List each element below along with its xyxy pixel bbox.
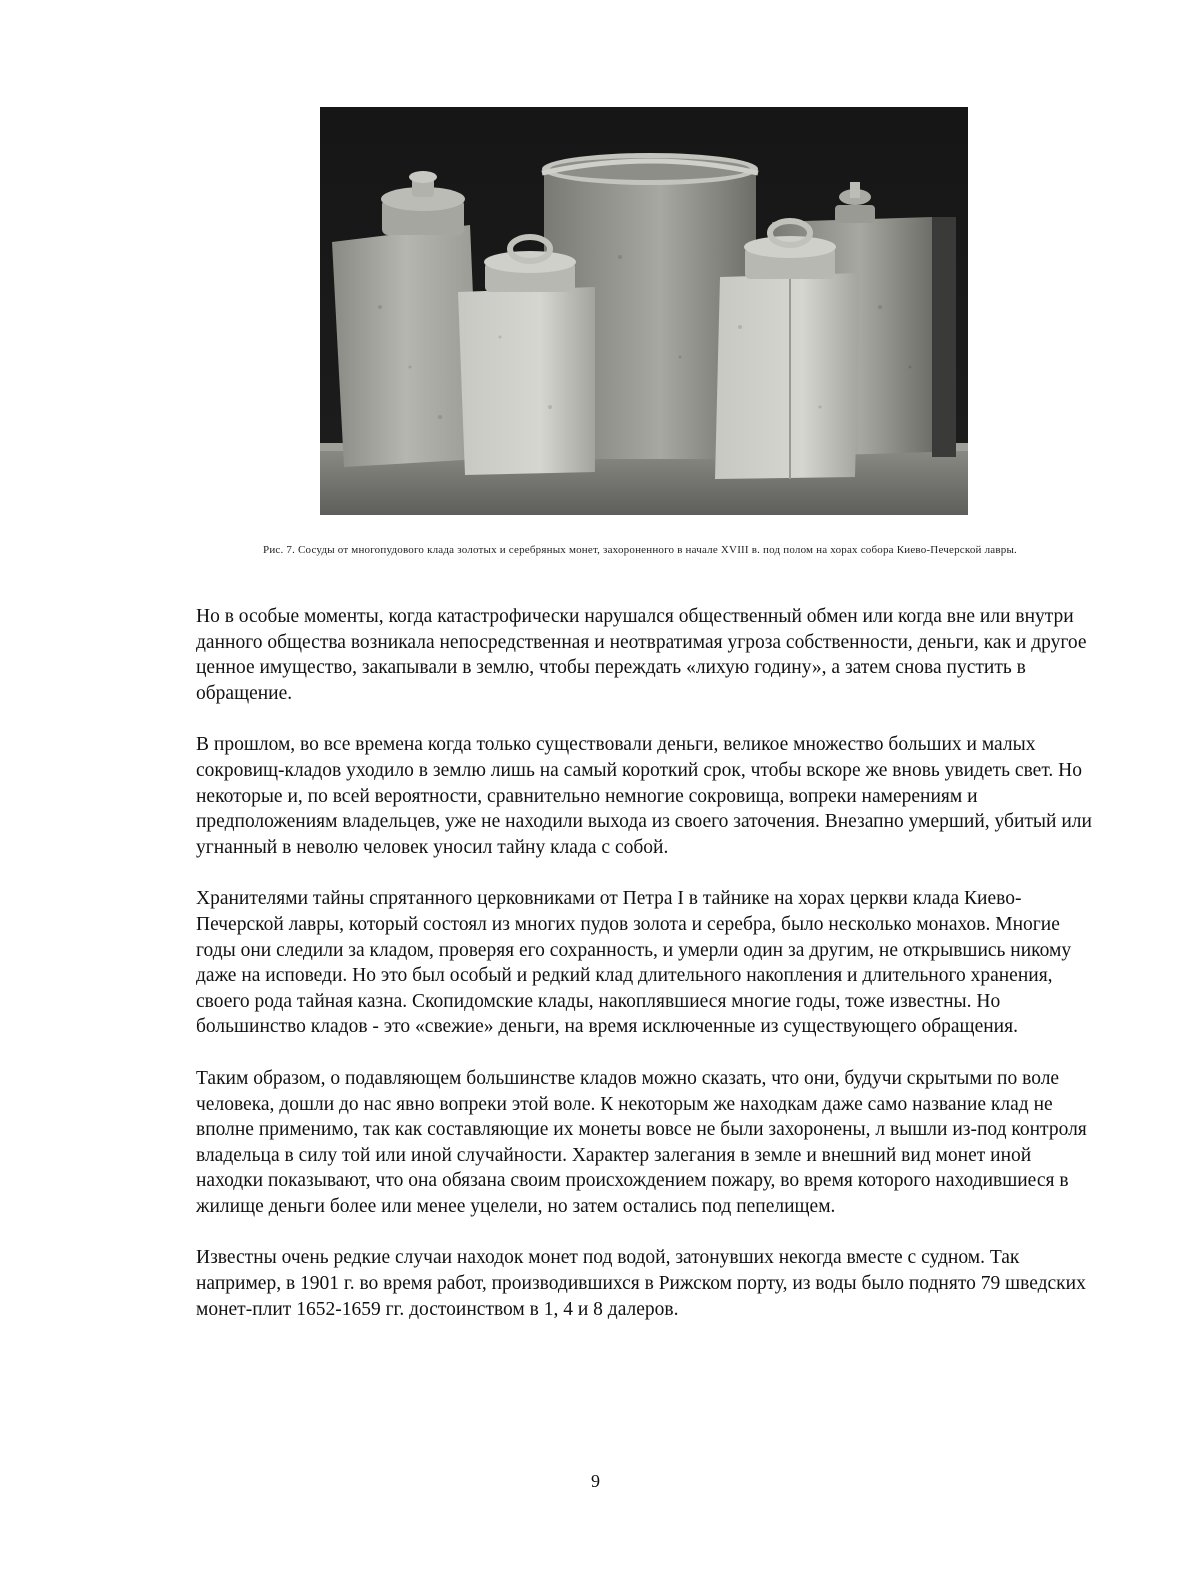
paragraph-4: Таким образом, о подавляющем большинстве кладов можно сказать, что они, будучи скрытыми по воле человека, дошли до нас явно вопреки этой воле. К некоторым же находкам даже само название клад не вполне применимо, так как составляющие их монеты вовсе не были захоронены, л вышли из-под контроля владельца в силу той или иной случайности. Характер залегания в земле и внешний вид монет иной находки показывают, что она обязана своим происхождением пожару, во время которого находившиеся в жилище деньги более или менее уцелели, но затем остались под пепелищем. [196,1067,1087,1217]
paragraph-1: Но в особые моменты, когда катастрофически нарушался общественный обмен или когда вне или внутри данного общества возникала непосредственная и неотвратимая угроза собственности, деньги, как и другое ценное имущество, закапывали в землю, чтобы переждать «лихую годину», а затем снова пустить в обращение. [196,606,1087,704]
vessels-photo-image [320,107,968,515]
page-number: 9 [591,1471,600,1491]
paragraph-2: В прошлом, во все времена когда только существовали деньги, великое множество больших и малых сокровищ-кладов уходило в землю лишь на самый короткий срок, чтобы вскоре же вновь увидеть свет. Но некоторые и, по всей вероятности, сравнительно немногие сокровища, вопреки намерениям и предположениям владельцев, уже не находили выхода из своего заточения. Внезапно умерший, убитый или угнанный в неволю человек уносил тайну клада с собой. [196,734,1092,858]
figure-photo [320,107,968,515]
paragraph-5: Известны очень редкие случаи находок монет под водой, затонувших некогда вместе с судном. Так например, в 1901 г. во время работ, производившихся в Рижском порту, из воды было поднято 79 шведских монет-плит 1652-1659 гг. достоинством в 1, 4 и 8 далеров. [196,1247,1086,1320]
figure-caption: Рис. 7. Сосуды от многопудового клада золотых и серебряных монет, захороненного в начале XVIII в. под полом на хорах собора Киево-Печерской лавры. [263,544,1017,556]
paragraph-3: Хранителями тайны спрятанного церковниками от Петра I в тайнике на хорах церкви клада Киево-Печерской лавры, который состоял из многих пудов золота и серебра, было несколько монахов. Многие годы они следили за кладом, проверяя его сохранность, и умерли один за другим, не открывшись никому даже на исповеди. Но это был особый и редкий клад длительного накопления и длительного хранения, своего рода тайная казна. Скопидомские клады, накоплявшиеся многие годы, тоже известны. Но большинство кладов - это «свежие» деньги, на время исключенные из существующего обращения. [196,888,1072,1038]
body-text [196,604,1096,1348]
